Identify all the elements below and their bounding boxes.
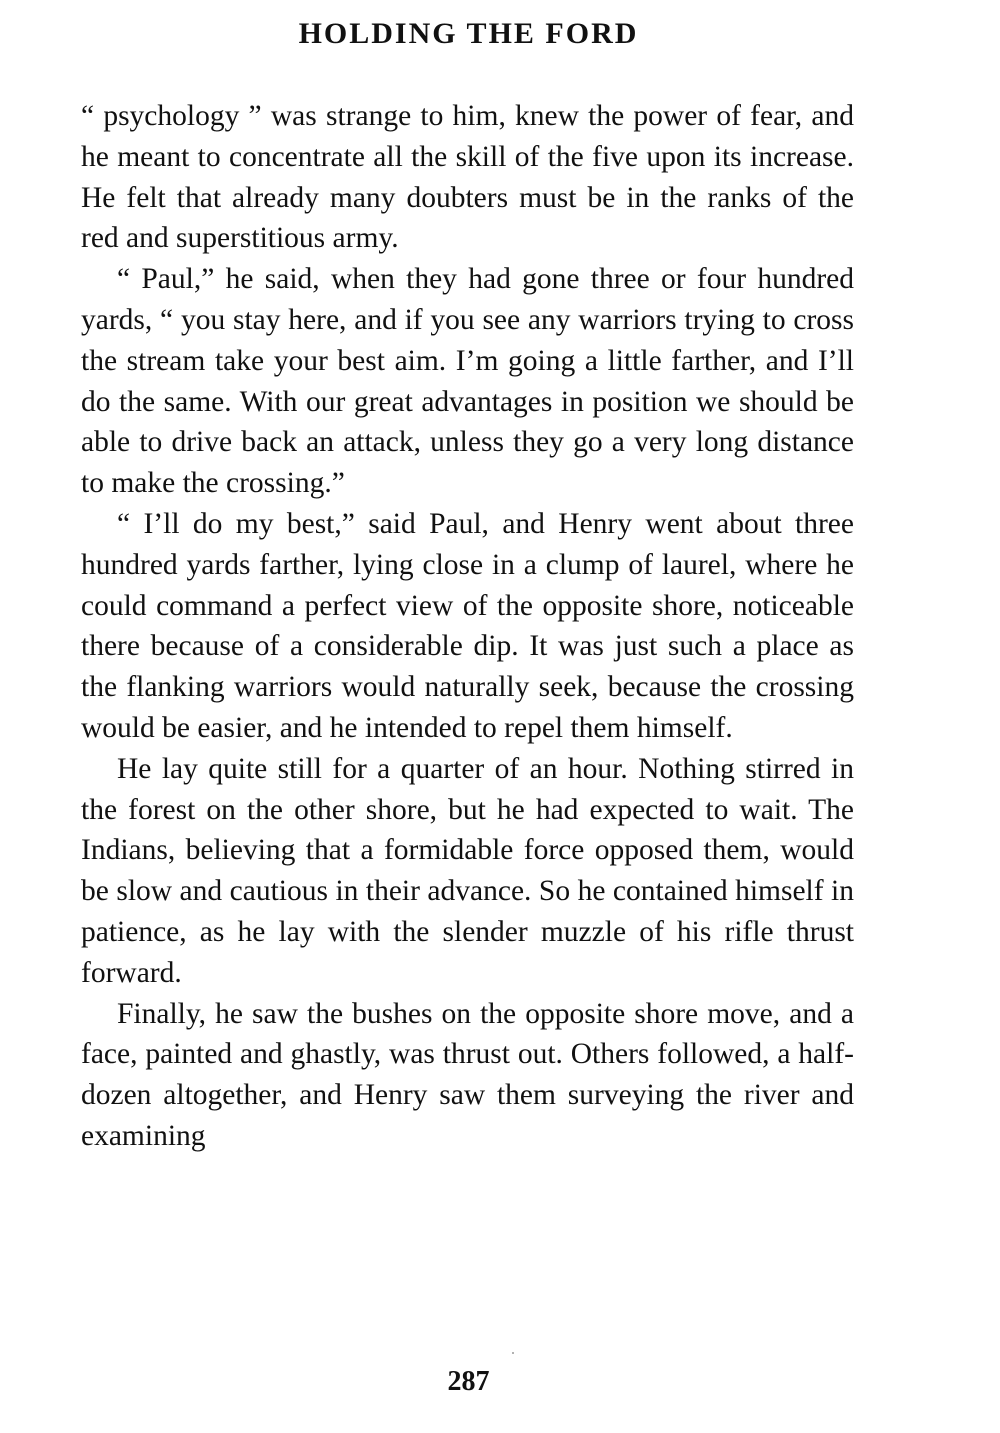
page-number: 287 [447, 1366, 490, 1397]
paragraph-5: Finally, he saw the bushes on the opposite shore move, and a face, painted and ghastly, was thrust out. Others followed, a half-dozen altogether, and Henry saw them surveying the river and examining [81, 997, 854, 1152]
body-text [81, 96, 854, 1157]
paragraph-2: “ Paul,” he said, when they had gone three or four hundred yards, “ you stay here, and if you see any warriors trying to cross the stream take your best aim. I’m going a little farther, and I’ll do the same. With our great advantages in position we should be able to drive back an attack, unless they go a very long distance to make the crossing.” [81, 263, 854, 500]
print-speck [512, 1352, 514, 1354]
paragraph-1: “ psychology ” was strange to him, knew the power of fear, and he meant to concentrate all the skill of the five upon its increase. He felt that already many doubters must be in the ranks of the red and superstitious army. [81, 100, 854, 255]
paragraph-4: He lay quite still for a quarter of an hour. Nothing stirred in the forest on the other shore, but he had expected to wait. The Indians, believing that a formidable force opposed them, would be slow and cautious in their advance. So he contained himself in patience, as he lay with the slender muzzle of his rifle thrust forward. [81, 752, 854, 989]
paragraph-3: “ I’ll do my best,” said Paul, and Henry went about three hundred yards farther, lying close in a clump of laurel, where he could command a perfect view of the opposite shore, noticeable there because of a considerable dip. It was just such a place as the flanking warriors would naturally seek, because the crossing would be easier, and he intended to repel them himself. [81, 507, 854, 744]
running-head-title: HOLDING THE FORD [298, 17, 639, 50]
